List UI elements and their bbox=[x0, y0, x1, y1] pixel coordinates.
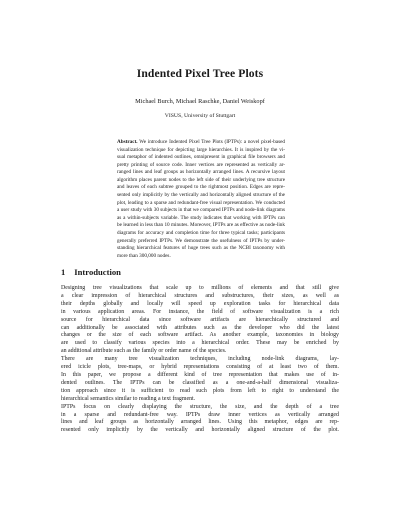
abstract-line: a user study with 30 subjects in that we compared IPTPs and node-link diagrams bbox=[117, 207, 285, 214]
body-line: resented only implicitly by the vertically and horizontally aligned structure of the plot. bbox=[61, 427, 339, 434]
abstract-label: Abstract. bbox=[117, 139, 138, 145]
body-line: changes or the size of each software artifact. As another example, taxonomies in biology bbox=[61, 332, 339, 339]
abstract-line: visualization technique for depicting large hierarchies. It is inspired by the vi- bbox=[117, 146, 285, 153]
abstract-line: algorithm places parent nodes to the left side of their underlying tree structure bbox=[117, 176, 285, 183]
abstract-line: pretty printing of source code. Inner vertices are represented as vertically ar- bbox=[117, 161, 285, 168]
abstract-line: standing hierarchical features of huge trees such as the NCBI taxonomy with bbox=[117, 245, 285, 252]
abstract-line: plot, leading to a sparse and redundant-free visual representation. We conducted bbox=[117, 199, 285, 206]
body-line: There are many tree visualization techniques, including node-link diagrams, lay- bbox=[61, 356, 339, 363]
abstract-line bbox=[117, 139, 285, 147]
paper-title: Indented Pixel Tree Plots bbox=[136, 67, 264, 80]
section-title: Introduction bbox=[74, 267, 121, 277]
section-heading bbox=[61, 267, 121, 277]
body-line: IPTPs focus on clearly displaying the structure, the size, and the depth of a tree bbox=[61, 403, 339, 410]
paper-affiliation: VISUS, University of Stuttgart bbox=[164, 113, 236, 119]
abstract-line: diagrams for accuracy and completion time for three typical tasks; participants bbox=[117, 229, 285, 236]
body-line: hierarchical semantics similar to reading a text fragment. bbox=[61, 395, 196, 402]
abstract-line: as a within-subjects variable. The study indicates that working with IPTPs can bbox=[117, 214, 285, 221]
body-line: Designing tree visualizations that scale up to millions of elements and that still give bbox=[61, 285, 339, 291]
abstract-block bbox=[117, 139, 285, 260]
abstract-line: be learned in less than 10 minutes. Moreover, IPTPs are as effective as node-link bbox=[117, 222, 285, 229]
body-line: In this paper, we propose a different kind of tree representation that makes use of in- bbox=[61, 371, 339, 378]
abstract-line-text: We introduce Indented Pixel Tree Plots (IPTPs): a novel pixel-based bbox=[137, 139, 285, 145]
abstract-line: generally preferred IPTPs. We demonstrate the usefulness of IPTPs by under- bbox=[117, 237, 285, 244]
body-line: their depths globally and locally will speed up exploration tasks for hierarchical data bbox=[61, 300, 339, 307]
body-line: tion approach since it is sufficient to read such plots from left to right to understand the bbox=[61, 387, 339, 394]
body-line: source for hierarchical data since software artifacts are hierarchically structured and bbox=[61, 316, 339, 323]
introduction-body bbox=[61, 285, 339, 435]
abstract-line: and leaves of each subtree grouped to the rightmost position. Edges are repre- bbox=[117, 184, 285, 191]
abstract-line: ranged lines and leaf groups as horizontally arranged lines. A recursive layout bbox=[117, 169, 285, 176]
body-line: dented outlines. The IPTPs can be classified as a one-and-a-half dimensional visualiza- bbox=[61, 379, 339, 386]
body-line: ered icicle plots, tree-maps, or hybrid representations consisting of at least two of them. bbox=[61, 364, 339, 371]
body-line: in various application areas. For instance, the field of software visualization is a rich bbox=[61, 308, 339, 315]
abstract-line: sented only implicitly by the vertically and horizontally aligned structure of the bbox=[117, 192, 285, 199]
body-line: are used to classify various species into a hierarchical order. These may be enriched by bbox=[61, 340, 339, 347]
body-line: in a sparse and redundant-free way. IPTPs draw inner vertices as vertically arranged bbox=[61, 411, 339, 418]
body-line: a clear impression of hierarchical structures and substructures, their sizes, as well as bbox=[61, 292, 339, 299]
body-line: can additionally be associated with attributes such as the developer who did the latest bbox=[61, 324, 339, 331]
body-line: an additional attribute such as the family or order name of the species. bbox=[61, 348, 227, 355]
section-number: 1 bbox=[61, 267, 66, 277]
abstract-line: more than 300,000 nodes. bbox=[117, 252, 171, 259]
paper-authors: Michael Burch, Michael Raschke, Daniel Weiskopf bbox=[135, 98, 265, 105]
abstract-line: sual metaphor of indented outlines, omnipresent in graphical file browsers and bbox=[117, 154, 285, 161]
body-line: lines and leaf groups as horizontally arranged lines. Using this metaphor, edges are rep- bbox=[61, 419, 339, 426]
